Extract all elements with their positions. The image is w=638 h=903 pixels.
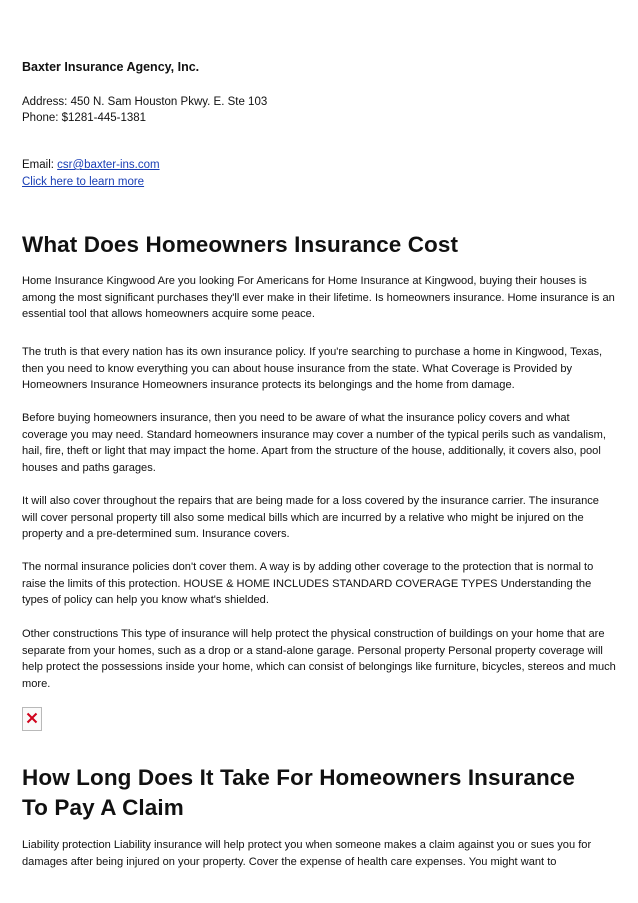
broken-image-placeholder [22, 707, 42, 731]
section1-paragraph-2: The truth is that every nation has its own insurance policy. If you're searching to purchase a home in Kingwood, Texas, then you need to know everything you can about house insurance from the state. What Coverage is Provided by Homeowners Insurance Homeowners insurance protects its belongings and the home from damage. [22, 346, 603, 391]
section1-paragraph-4: It will also cover throughout the repairs that are being made for a loss covered by the insurance carrier. The insurance will cover personal property till also some medical bills which are incurred by a relative who might be injured on the property and a pre-determined sum. Insurance covers. [22, 495, 599, 540]
section1-paragraph-6: Other constructions This type of insurance will help protect the physical construction of buildings on your home that are separate from your homes, such as a drop or a stand-alone garage. Personal property Personal property coverage will help protect the possessions inside your home, which can consist of belongings like furniture, bicycles, stereos and much more. [22, 628, 616, 690]
section2-heading [22, 763, 575, 823]
broken-image-icon [26, 712, 38, 724]
learn-more-line [22, 176, 144, 188]
section1-paragraph-5: The normal insurance policies don't cover them. A way is by adding other coverage to the protection that is normal to raise the limits of this protection. HOUSE & HOME INCLUDES STANDARD COVERAGE TYPES Understanding the types of policy can help you know what's shielded. [22, 561, 594, 606]
company-name: Baxter Insurance Agency, Inc. [22, 60, 200, 74]
section2-heading-line1: How Long Does It Take For Homeowners Insurance [22, 765, 576, 790]
email-link[interactable]: csr@baxter-ins.com [57, 159, 160, 171]
address: Address: 450 N. Sam Houston Pkwy. E. Ste 103 [22, 96, 268, 108]
email-label: Email: [22, 159, 58, 171]
learn-more-link[interactable]: Click here to learn more [22, 176, 145, 188]
section1-paragraph-3: Before buying homeowners insurance, then you need to be aware of what the insurance policy covers and what coverage you may need. Standard homeowners insurance may cover a number of the typical perils such as vandalism, hail, fire, theft or light that may impact the home. Apart from the structure of the house, additionally, it covers also, pool houses and paths garages. [22, 412, 606, 474]
phone: Phone: $1281-445-1381 [22, 112, 147, 124]
section1-heading: What Does Homeowners Insurance Cost [22, 232, 459, 257]
section1-paragraph-1: Home Insurance Kingwood Are you looking For Americans for Home Insurance at Kingwood, buying their houses is among the most significant purchases they'll ever make in their lifetime. Is homeowners insurance. Home insurance is an essential tool that allows homeowners acquire some peace. [22, 275, 615, 320]
email-line [22, 159, 160, 171]
section2-heading-line2: To Pay A Claim [22, 795, 184, 820]
section2-paragraph-1: Liability protection Liability insurance will help protect you when someone makes a claim against you or sues you for damages after being injured on your property. Cover the expense of health care expenses. You might want to [22, 839, 592, 868]
